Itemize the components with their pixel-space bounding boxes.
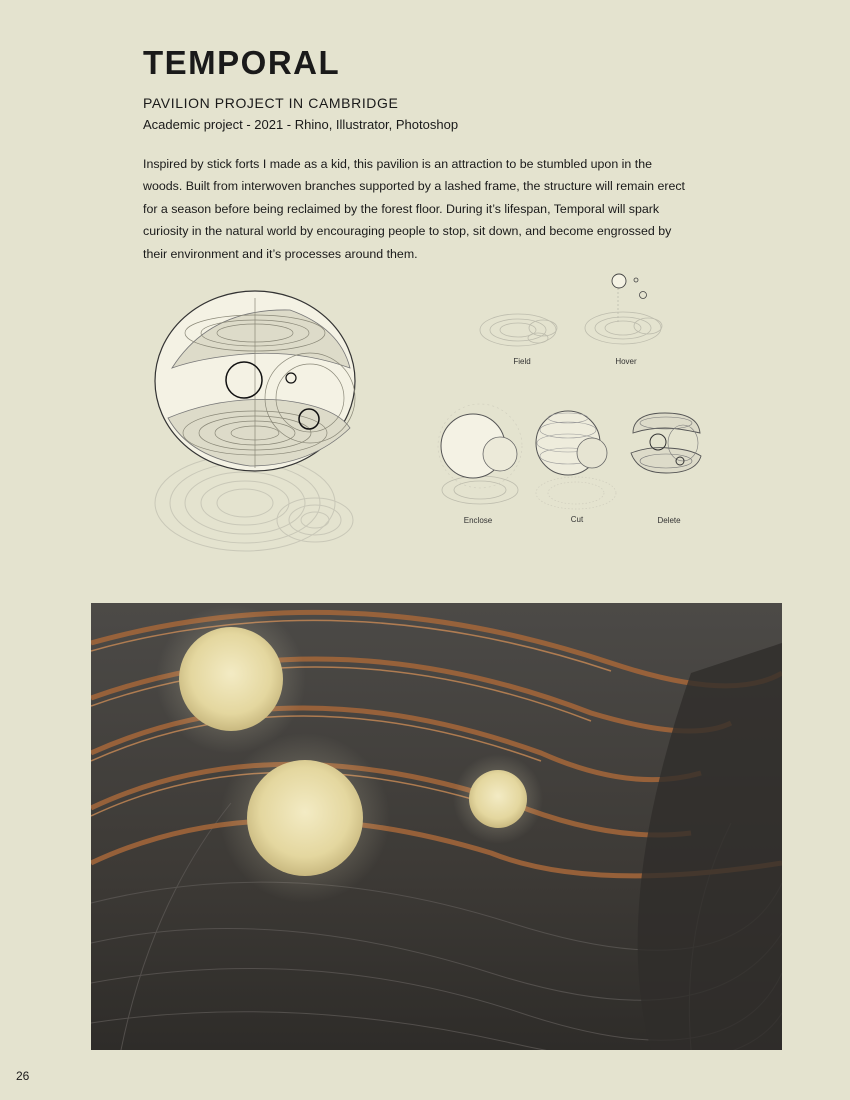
enclose-drawing <box>438 404 522 504</box>
page-title: TEMPORAL <box>143 44 341 81</box>
pavilion-render-image <box>91 603 782 1050</box>
hover-drawing <box>585 288 662 344</box>
delete-drawing <box>631 413 701 473</box>
page-number: 26 <box>16 1069 30 1083</box>
step-label-cut: Cut <box>570 515 584 524</box>
project-meta: Academic project - 2021 - Rhino, Illustrator, Photoshop <box>143 117 459 132</box>
process-drawings <box>428 268 718 538</box>
pavilion-main-diagram <box>150 288 375 558</box>
project-description: Inspired by stick forts I made as a kid, this pavilion is an attraction to be stumbled upon in the woods. Built from interwoven branches supported by a lashed frame, the structure will remain erect for a season before being reclaimed by the forest floor. During it’s lifespan, Temporal will spark curiosity in the natural world by encouraging people to stop, sit down, and become engrossed by their environment and it’s processes around them. <box>143 157 685 261</box>
project-subtitle: PAVILION PROJECT IN CAMBRIDGE <box>143 95 399 111</box>
step-label-hover: Hover <box>615 357 637 366</box>
step-label-enclose: Enclose <box>463 516 493 525</box>
step-label-field: Field <box>513 357 531 366</box>
step-label-delete: Delete <box>657 516 681 525</box>
cut-drawing <box>536 411 616 509</box>
process-diagrams <box>428 268 718 538</box>
field-drawing <box>480 314 557 346</box>
